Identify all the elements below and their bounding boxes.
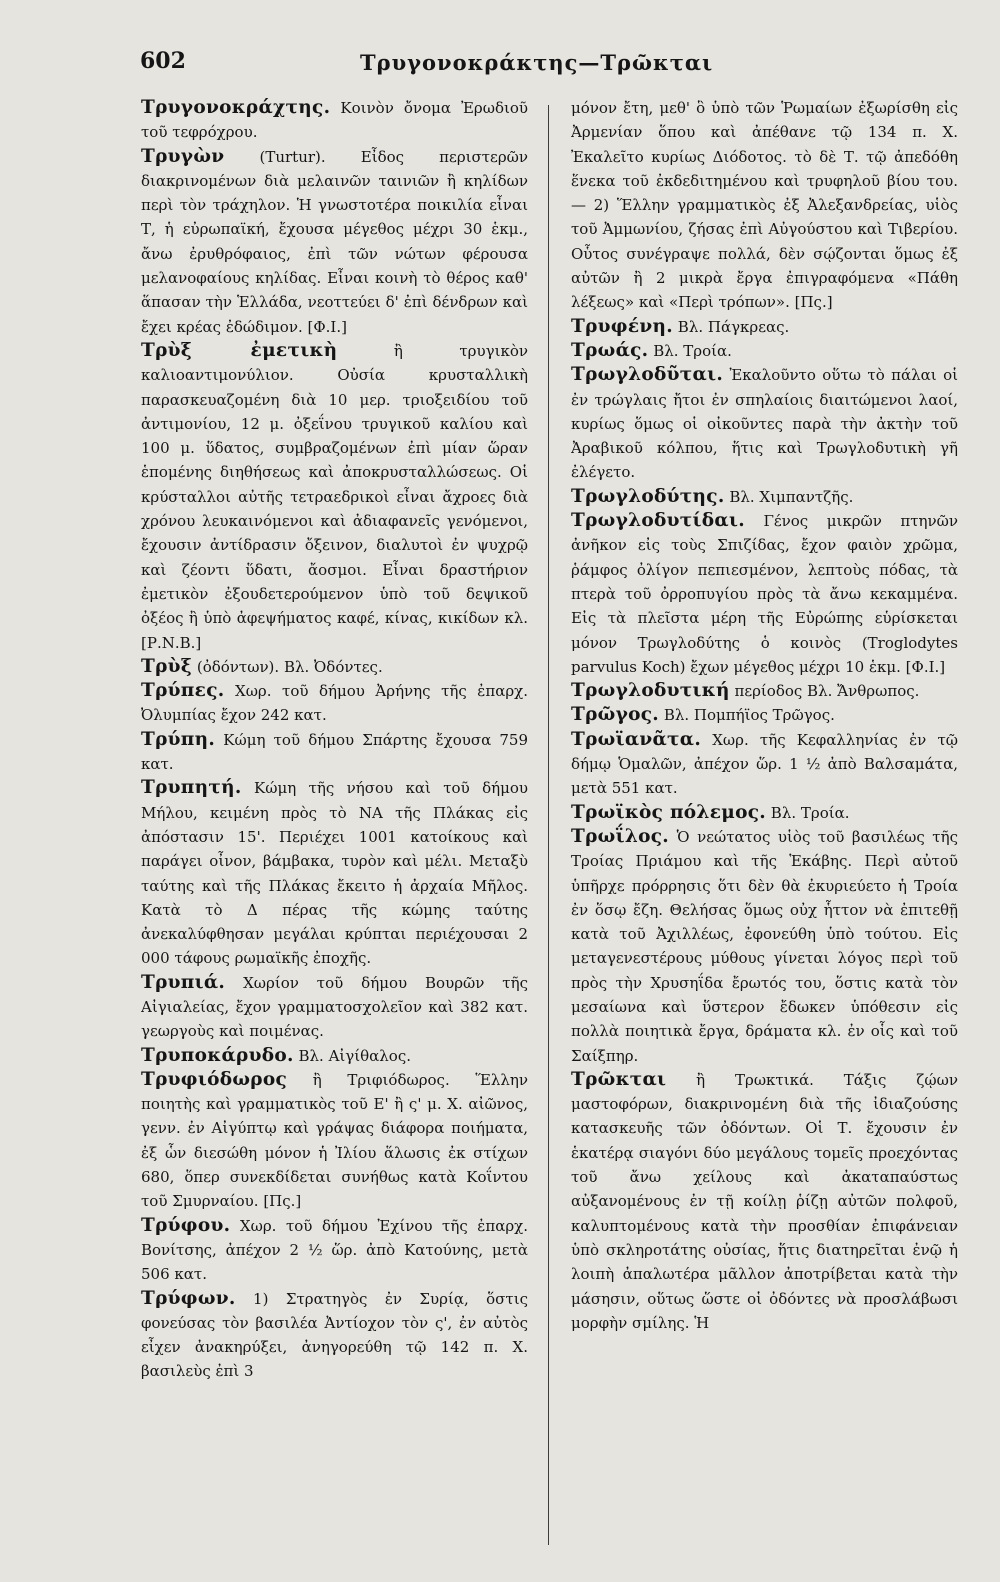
headword: Τρύπες. bbox=[141, 680, 225, 702]
headword: Τρυποκάρυδο. bbox=[141, 1044, 294, 1066]
entry bbox=[141, 679, 528, 728]
entry bbox=[141, 776, 528, 970]
running-title: Τρυγονοκράκτης—Τρῶκται bbox=[360, 50, 714, 75]
entry-text: Χωρ. τῆς Κεφαλληνίας ἐν τῷ δήμῳ Ὁμαλῶν, ἀπέχον ὥρ. 1 ½ ἀπὸ Βαλσαμάτα, μετὰ 551 κατ. bbox=[571, 730, 958, 798]
left-column bbox=[141, 96, 528, 1552]
entry-text: 1) Στρατηγὸς ἐν Συρίᾳ, ὅστις φονεύσας τὸν βασιλέα Ἀντίοχον τὸν ς', ἐν αὐτὸς εἶχεν ἀνακηρύξει, ἀνηγορεύθη τῷ 142 π. Χ. βασιλεὺς ἐπὶ 3 bbox=[141, 1289, 528, 1381]
entry bbox=[571, 679, 958, 703]
entry bbox=[141, 971, 528, 1044]
headword: Τρυπητή. bbox=[141, 777, 242, 799]
entry-text: ἢ Τρωκτικά. Τάξις ζῴων μαστοφόρων, διακρινομένη διὰ τῆς ἰδιαζούσης κατασκευῆς τῶν ὀδόντων. Οἱ Τ. ἔχουσιν ἐν ἑκατέρᾳ σιαγόνι δύο μεγάλους τομεῖς προεχόντας τοῦ ἄνω χείλους καὶ ἀκαταπαύστως αὐξανομένους ἐν τῇ κοίλῃ ῥίζῃ αὐτῶν πολφοῦ, καλυπτομένους κατὰ τὴν προσθίαν ἐπιφάνειαν ὑπὸ σκληροτάτης οὐσίας, ἥτις διατηρεῖται ἐνῷ ἡ λοιπὴ ἀπαλωτέρα μᾶλλον ἀποτρίβεται κατὰ τὴν μάσησιν, οὕτως ὥστε οἱ ὀδόντες νὰ προσλάβωσι μορφὴν σμίλης. Ἡ bbox=[571, 1070, 958, 1332]
entry bbox=[571, 825, 958, 1068]
page-header bbox=[140, 48, 780, 88]
entry-text: μόνον ἔτη, μεθ' ὃ ὑπὸ τῶν Ῥωμαίων ἐξωρίσθη εἰς Ἀρμενίαν ὅπου καὶ ἀπέθανε τῷ 134 π. Χ. Ἐκαλεῖτο κυρίως Διόδοτος. τὸ δὲ Τ. τῷ ἀπεδόθη ἕνεκα τοῦ ἐκδεδιτημένου καὶ τρυφηλοῦ βίου του. — 2) Ἕλλην γραμματικὸς ἐξ Ἀλεξανδρείας, υἱὸς τοῦ Ἀμμωνίου, ζήσας ἐπὶ Αὐγούστου καὶ Τιβερίου. Οὗτος συνέγραψε πολλά, δὲν σῴζονται ὅμως ἐξ αὐτῶν ἢ 2 μικρὰ ἔργα ἐπιγραφόμενα «Πάθη λέξεως» καὶ «Περὶ τρόπων». [Πς.] bbox=[571, 99, 958, 312]
entry bbox=[571, 315, 958, 339]
entry bbox=[571, 363, 958, 484]
entry bbox=[141, 339, 528, 655]
entry bbox=[571, 485, 958, 509]
entry-text: ἢ τρυγικὸν καλιοαντιμονύλιον. Οὐσία κρυσταλλικὴ παρασκευαζομένη διὰ 10 μερ. τριοξειδίου τοῦ ἀντιμονίου, 12 μ. ὀξεΐνου τρυγικοῦ καλίου καὶ 100 μ. ὕδατος, συμβραζομένων ἐπὶ μίαν ὥραν ἑπομένης διηθήσεως καὶ ἀποκρυσταλλώσεως. Οἱ κρύσταλλοι αὐτῆς τετραεδρικοὶ εἶναι ἄχροες διὰ χρόνου λευκαινόμενοι καὶ ἀδιαφανεῖς γενόμενοι, ἔχουσιν ἀντίδρασιν ὄξεινον, διαλυτοὶ ἐν ψυχρῷ καὶ ζέοντι ὕδατι, ἄοσμοι. Εἶναι δραστήριον ἐμετικὸν ἐξουδετερούμενον ὑπὸ τοῦ δεψικοῦ ὀξέος ἢ ὑπὸ ἀφεψήματος καφέ, κίνας, κικίδων κλ. [Ρ.Ν.Β.] bbox=[141, 341, 528, 652]
entry bbox=[571, 339, 958, 363]
entry-text: Βλ. Αἰγίθαλος. bbox=[293, 1046, 412, 1065]
entry bbox=[141, 1214, 528, 1287]
headword: Τρύπη. bbox=[141, 728, 216, 750]
right-column bbox=[571, 96, 958, 1552]
entry-text: Ὁ νεώτατος υἱὸς τοῦ βασιλέως τῆς Τροίας Πριάμου καὶ τῆς Ἑκάβης. Περὶ αὐτοῦ ὑπῆρχε πρόρρησις ὅτι δὲν θὰ ἐκυριεύετο ἡ Τροία ἐν ὅσῳ ἔζη. Θελήσας ὅμως οὐχ ἧττον νὰ ἐπιτεθῇ κατὰ τοῦ Ἀχιλλέως, ἐφονεύθη ὑπὸ τούτου. Εἰς μεταγενεστέρους μύθους γίνεται λόγος περὶ τοῦ πρὸς τὴν Χρυσηΐδα ἔρωτός του, ὅστις κατὰ τὸν μεσαίωνα καὶ ὕστερον ἔδωκεν ὑπόθεσιν εἰς πολλὰ ποιητικὰ ἔργα, δράματα κλ. ἐν οἷς καὶ τοῦ Σαίξπηρ. bbox=[571, 827, 958, 1065]
headword: Τρυφιόδωρος bbox=[141, 1068, 288, 1090]
entry bbox=[141, 1044, 528, 1068]
headword: Τρύφου. bbox=[141, 1214, 231, 1236]
entry-text: Χωρ. τοῦ δήμου Ἐχίνου τῆς ἐπαρχ. Βονίτσης, ἀπέχον 2 ½ ὥρ. ἀπὸ Κατούνης, μετὰ 506 κατ. bbox=[141, 1216, 528, 1284]
entry bbox=[141, 145, 528, 339]
entry-text: Βλ. Τροία. bbox=[766, 803, 850, 822]
entry bbox=[141, 728, 528, 777]
headword: Τρωΐλος. bbox=[571, 825, 670, 847]
headword: Τρωϊκὸς πόλεμος. bbox=[571, 801, 767, 823]
entry bbox=[571, 728, 958, 801]
entry-text: Χωρ. τοῦ δήμου Ἀρήνης τῆς ἐπαρχ. Ὀλυμπίας ἔχον 242 κατ. bbox=[141, 682, 528, 725]
headword: Τρωϊανᾶτα. bbox=[571, 728, 702, 750]
entry-text: Βλ. Τροία. bbox=[648, 341, 732, 360]
entry bbox=[571, 96, 958, 315]
headword: Τρυπιά. bbox=[141, 971, 226, 993]
entry-text: Χωρίον τοῦ δήμου Βουρῶν τῆς Αἰγιαλείας, ἔχον γραμματοσχολεῖον καὶ 382 κατ. γεωργοὺς καὶ ποιμένας. bbox=[141, 973, 528, 1041]
entry-text: Βλ. Χιμπαντζῆς. bbox=[724, 487, 854, 506]
column-divider bbox=[548, 105, 549, 1545]
entry bbox=[571, 703, 958, 727]
entry bbox=[141, 1068, 528, 1214]
headword: Τρῶκται bbox=[571, 1068, 667, 1090]
entry-text: Ἐκαλοῦντο οὕτω τὸ πάλαι οἱ ἐν τρώγλαις ἤτοι ἐν σπηλαίοις διαιτώμενοι λαοί, κυρίως ὅμως οἱ οἰκοῦντες παρὰ τὴν ἀκτὴν τοῦ Ἀραβικοῦ κόλπου, ἥτις καὶ Τρωγλοδυτικὴ γῆ ἐλέγετο. bbox=[571, 366, 958, 482]
entry-text: Βλ. Πομπήϊος Τρῶγος. bbox=[659, 706, 835, 725]
entry-text: Κοινὸν ὄνομα Ἐρωδιοῦ τοῦ τεφρόχρου. bbox=[141, 99, 528, 142]
headword: Τρωάς. bbox=[571, 339, 649, 361]
entry bbox=[571, 1068, 958, 1335]
entry-text: περίοδος Βλ. Ἄνθρωπος. bbox=[729, 682, 920, 701]
entry-text: ἢ Τριφιόδωρος. Ἕλλην ποιητὴς καὶ γραμματικὸς τοῦ Ε' ἢ ς' μ. Χ. αἰῶνος, γενν. ἐν Αἰγύπτῳ καὶ γράψας διάφορα ποιήματα, ἐξ ὧν διεσώθη μόνον ἡ Ἰλίου ἅλωσις ἐκ στίχων 680, ὅπερ συνεκδίδεται συνήθως κατὰ Κοΐντου τοῦ Σμυρναίου. [Πς.] bbox=[141, 1070, 528, 1211]
entry bbox=[141, 655, 528, 679]
headword: Τρῶγος. bbox=[571, 704, 660, 726]
headword: Τρυγὼν bbox=[141, 145, 225, 167]
entry bbox=[141, 1287, 528, 1384]
headword: Τρὺξ ἐμετικὴ bbox=[141, 339, 338, 361]
headword: Τρύφων. bbox=[141, 1287, 236, 1309]
entry-text: Γένος μικρῶν πτηνῶν ἀνῆκον εἰς τοὺς Σπιζίδας, ἔχον φαιὸν χρῶμα, ῥάμφος ὀλίγον πεπιεσμένον, λεπτοὺς πόδας, τὰ πτερὰ τοῦ ὀρροπυγίου πρὸς τὰ ἄνω κεκαμμένα. Εἰς τὰ πλεῖστα μέρη τῆς Εὐρώπης εὑρίσκεται μόνον Τρωγλοδύτης ὁ κοινὸς (Troglodytes parvulus Koch) ἔχων μέγεθος μέχρι 10 ἑκμ. [Φ.Ι.] bbox=[571, 512, 958, 676]
entry-text: Κώμη τοῦ δήμου Σπάρτης ἔχουσα 759 κατ. bbox=[141, 730, 528, 774]
headword: Τρωγλοδῦται. bbox=[571, 364, 724, 386]
headword: Τρυγονοκράχτης. bbox=[141, 97, 331, 118]
entry bbox=[141, 96, 528, 145]
entry-text: (ὀδόντων). Βλ. Ὀδόντες. bbox=[192, 657, 383, 676]
page-number: 602 bbox=[140, 48, 186, 74]
entry-text: (Turtur). Εἶδος περιστερῶν διακρινομένων διὰ μελαινῶν ταινιῶν ἢ κηλίδων περὶ τὸν τράχηλον. Ἡ γνωστοτέρα ποικιλία εἶναι Τ, ἡ εὐρωπαϊκή, ἔχουσα μέγεθος μέχρι 30 ἑκμ., ἄνω ἐρυθρόφαιος, ἐπὶ τῶν νώτων φέρουσα μελανοφαίους κηλίδας. Εἶναι κοινὴ τὸ θέρος καθ' ἅπασαν τὴν Ἑλλάδα, νεοττεύει δ' ἐπὶ δένδρων καὶ ἔχει κρέας ἐδώδιμον. [Φ.Ι.] bbox=[141, 147, 528, 336]
headword: Τρωγλοδυτίδαι. bbox=[571, 510, 745, 532]
entry-text: Βλ. Πάγκρεας. bbox=[673, 317, 790, 336]
headword: Τρὺξ bbox=[141, 655, 193, 677]
headword: Τρυφένη. bbox=[571, 315, 674, 337]
entry-text: Κώμη τῆς νήσου καὶ τοῦ δήμου Μήλου, κειμένη πρὸς τὸ ΝΑ τῆς Πλάκας εἰς ἀπόστασιν 15'. Περιέχει 1001 κατοίκους καὶ παράγει οἶνον, βάμβακα, τυρὸν καὶ μέλι. Μεταξὺ ταύτης καὶ τῆς Πλάκας ἔκειτο ἡ ἀρχαία Μῆλος. Κατὰ τὸ Δ πέρας τῆς κώμης ταύτης ἀνεκαλύφθησαν μεγάλαι κρύπται περιέχουσαι 2 000 τάφους ρωμαϊκῆς ἐποχῆς. bbox=[141, 779, 528, 968]
headword: Τρωγλοδύτης. bbox=[571, 485, 725, 507]
entry bbox=[571, 801, 958, 825]
entry bbox=[571, 509, 958, 679]
headword: Τρωγλοδυτική bbox=[571, 680, 730, 702]
